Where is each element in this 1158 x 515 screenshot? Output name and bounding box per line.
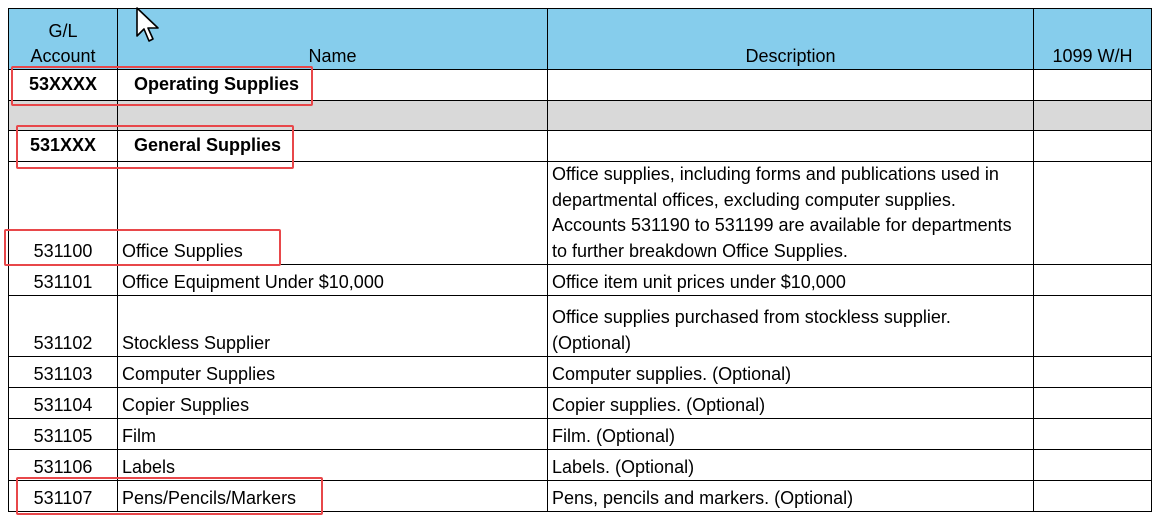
name-cell: Office Supplies [118, 162, 548, 265]
table-row [9, 419, 1152, 450]
description-cell: Copier supplies. (Optional) [548, 388, 1034, 419]
description-cell: Pens, pencils and markers. (Optional) [548, 481, 1034, 512]
header-account [9, 9, 118, 70]
description-cell [548, 131, 1034, 162]
name-cell: Pens/Pencils/Markers [118, 481, 548, 512]
description-cell: Office supplies, including forms and publications used in departmental offices, excluding computer supplies. Accounts 531190 to 531199 are available for departments to further breakdown Office Supplies. [548, 162, 1034, 265]
table-row [9, 70, 1152, 101]
header-account-line1: G/L [48, 21, 78, 41]
header-name: Name [118, 9, 548, 70]
table-row [9, 481, 1152, 512]
description-cell [548, 101, 1034, 131]
wh-cell [1034, 70, 1152, 101]
header-description: Description [548, 9, 1034, 70]
wh-cell [1034, 419, 1152, 450]
table-row [9, 357, 1152, 388]
table-row [9, 131, 1152, 162]
name-cell [118, 101, 548, 131]
account-cell: 531101 [9, 265, 118, 296]
account-cell: 53XXXX [9, 70, 118, 101]
wh-cell [1034, 481, 1152, 512]
account-cell: 531104 [9, 388, 118, 419]
account-cell: 531XXX [9, 131, 118, 162]
wh-cell [1034, 101, 1152, 131]
header-row [9, 9, 1152, 70]
name-cell: Film [118, 419, 548, 450]
wh-cell [1034, 357, 1152, 388]
wh-cell [1034, 162, 1152, 265]
header-account-line2: Account [30, 46, 96, 66]
table-row [9, 162, 1152, 265]
name-cell: Office Equipment Under $10,000 [118, 265, 548, 296]
description-cell: Office item unit prices under $10,000 [548, 265, 1034, 296]
account-cell: 531102 [9, 296, 118, 357]
gl-account-table [8, 8, 1152, 512]
account-cell: 531100 [9, 162, 118, 265]
wh-cell [1034, 265, 1152, 296]
wh-cell [1034, 131, 1152, 162]
description-cell: Computer supplies. (Optional) [548, 357, 1034, 388]
table-row [9, 450, 1152, 481]
description-cell: Labels. (Optional) [548, 450, 1034, 481]
account-cell: 531106 [9, 450, 118, 481]
table-row [9, 296, 1152, 357]
table-row [9, 265, 1152, 296]
name-cell: Operating Supplies [118, 70, 548, 101]
wh-cell [1034, 388, 1152, 419]
description-cell [548, 70, 1034, 101]
name-cell: Computer Supplies [118, 357, 548, 388]
wh-cell [1034, 450, 1152, 481]
account-cell: 531107 [9, 481, 118, 512]
name-cell: Labels [118, 450, 548, 481]
account-cell: 531105 [9, 419, 118, 450]
name-cell: General Supplies [118, 131, 548, 162]
account-cell: 531103 [9, 357, 118, 388]
header-wh: 1099 W/H [1034, 9, 1152, 70]
account-cell [9, 101, 118, 131]
table-row [9, 101, 1152, 131]
name-cell: Copier Supplies [118, 388, 548, 419]
wh-cell [1034, 296, 1152, 357]
table-row [9, 388, 1152, 419]
name-cell: Stockless Supplier [118, 296, 548, 357]
description-cell: Film. (Optional) [548, 419, 1034, 450]
description-cell: Office supplies purchased from stockless supplier. (Optional) [548, 296, 1034, 357]
mouse-pointer-icon [135, 6, 161, 44]
